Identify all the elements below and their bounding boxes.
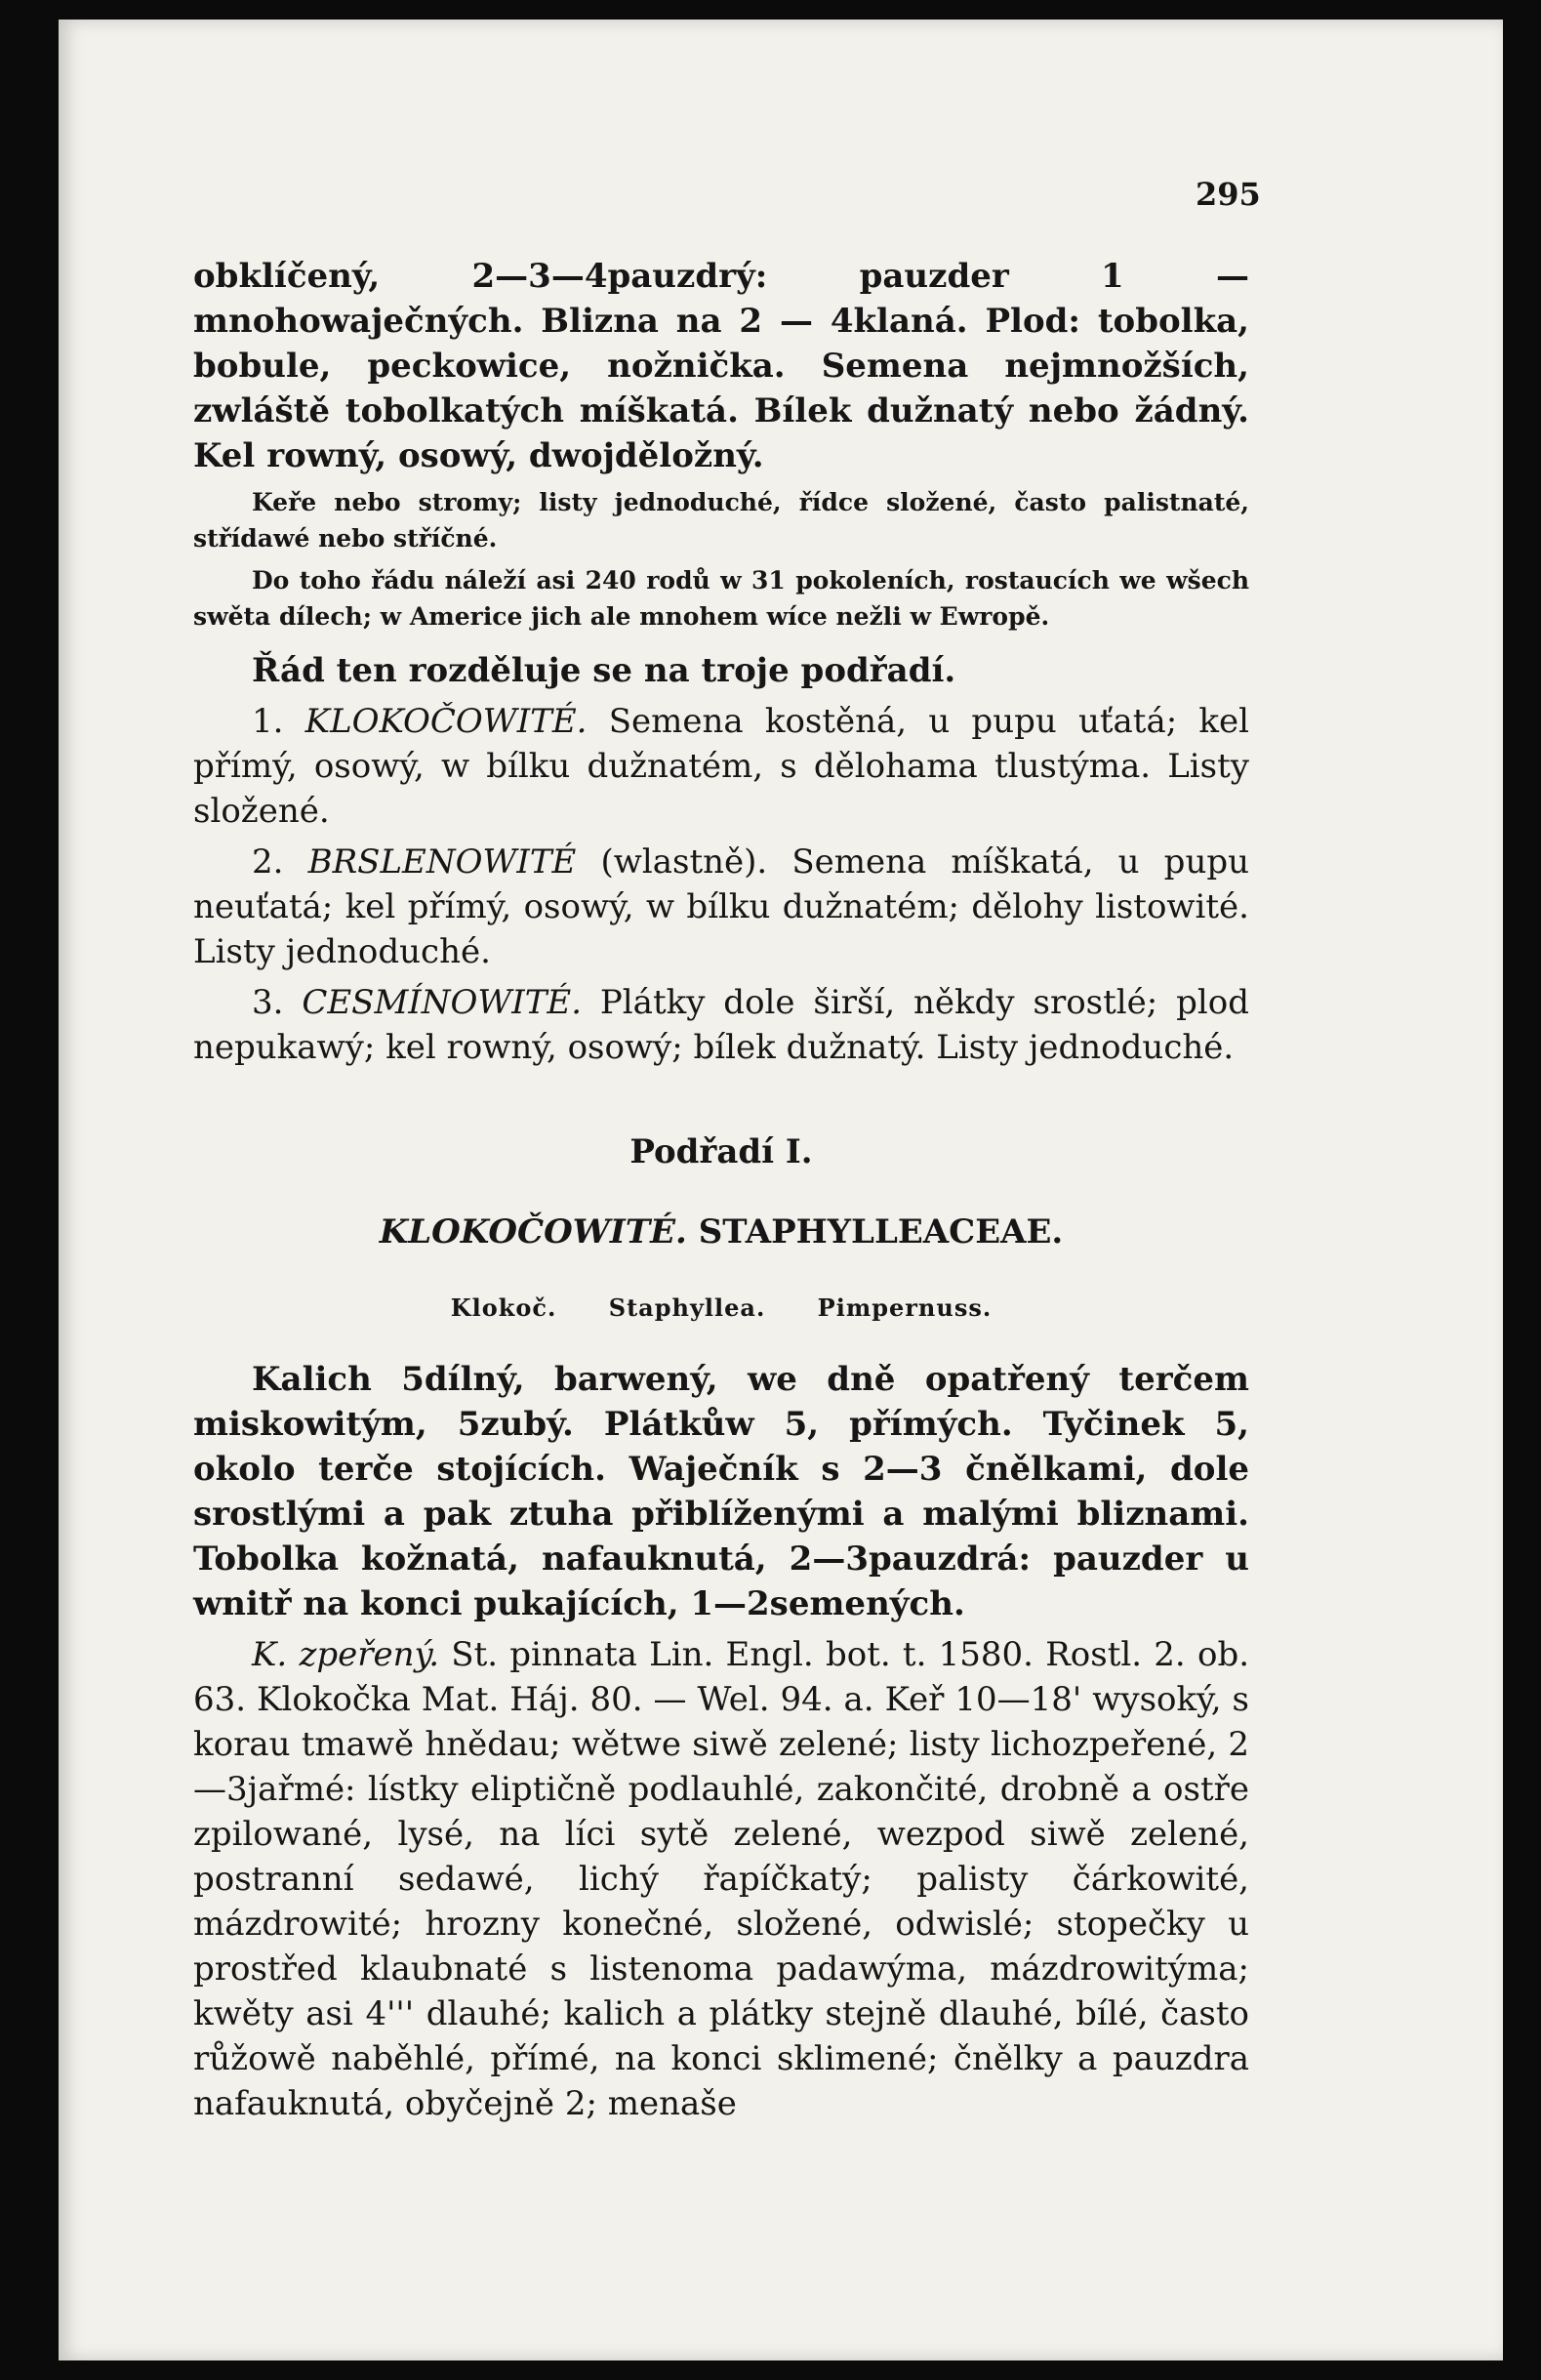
suborder-entry [193,980,1249,1070]
suborder-text: (wlastně). Semena míškatá, u pupu neuťatá; kel přímý, osowý, w bílku dužnatém; dělohy listowité. Listy jednoduché. [193,842,1249,971]
species-references: St. pinnata Lin. Engl. bot. t. 1580. Rostl. 2. ob. 63. Klokočka Mat. Háj. 80. — Wel. 94. a. [193,1635,1250,1719]
family-name-czech: KLOKOČOWITÉ. [379,1212,687,1252]
text-column [193,254,1249,1070]
genus-name-latin: Staphyllea. [608,1293,766,1322]
genus-section [193,1357,1249,2126]
suborder-name: BRSLENOWITÉ [307,842,577,882]
genus-names [193,1293,1249,1322]
lead-paragraph: obklíčený, 2—3—4pauzdrý: pauzder 1 — mnohowaječných. Blizna na 2 — 4klaná. Plod: tobolka, bobule, peckowice, nožnička. Semena nejmnožších, zwláště tobolkatých míškatá. Bílek dužnatý nebo žádný. Kel rowný, osowý, dwojděložný. [193,257,1249,475]
genus-name-german: Pimpernuss. [817,1293,993,1322]
suborder-name: KLOKOČOWITÉ. [304,702,588,741]
family-heading [193,1212,1249,1252]
page-number: 295 [1196,176,1261,213]
species-entry [193,1632,1249,2126]
suborder-text: Plátky dole širší, někdy srostlé; plod nepukawý; kel rowný, osowý; bílek dužnatý. Listy jednoduché. [193,983,1249,1067]
division-intro: Řád ten rozděluje se na troje podřadí. [252,651,956,690]
genus-name-czech: Klokoč. [450,1293,557,1322]
note-paragraph: Keře nebo stromy; listy jednoduché, řídce složené, často palistnaté, střídawé nebo stříčné. [193,488,1249,553]
family-name-latin: STAPHYLLEACEAE. [698,1212,1064,1252]
note-paragraph: Do toho řádu náleží asi 240 rodů w 31 pokoleních, rostaucích we wšech swěta dílech; w Americe jich ale mnohem wíce nežli w Ewropě. [193,566,1249,631]
suborder-number: 3. [252,983,284,1022]
suborder-entry [193,699,1249,834]
suborder-entry [193,840,1249,974]
suborder-number: 1. [252,702,284,741]
species-description: Keř 10—18' wysoký, s korau tmawě hnědau; wětwe siwě zelené; listy lichozpeřené, 2—3jařmé: lístky eliptičně podlauhlé, zakončité, drobně a ostře zpilowané, lysé, na líci sytě zelené, wezpod siwě zelené, postranní sedawé, lichý řapíčkatý; palisty čárkowité, mázdrowité; hrozny konečné, složené, odwislé; stopečky u prostřed klaubnaté s listenoma padawýma, mázdrowitýma; kwěty asi 4''' dlauhé; kalich a plátky stejně dlauhé, bílé, často růžowě naběhlé, přímé, na konci sklimené; čnělky a pauzdra nafauknutá, obyčejně 2; menaše [193,1680,1250,2123]
suborder-text: Semena kostěná, u pupu uťatá; kel přímý, osowý, w bílku dužnatém, s dělohama tlustýma. Listy složené. [193,702,1249,831]
suborder-number: 2. [252,842,284,882]
suborder-name: CESMÍNOWITÉ. [302,983,583,1022]
subheading: Podřadí I. [629,1132,813,1171]
genus-description: Kalich 5dílný, barwený, we dně opatřený terčem miskowitým, 5zubý. Plátkůw 5, přímých. Tyčinek 5, okolo terče stojících. Waječník s 2—3 čnělkami, dole srostlými a pak ztuha přiblíženými a malými bliznami. Tobolka kožnatá, nafauknutá, 2—3pauzdrá: pauzder u wnitř na konci pukajících, 1—2semených. [193,1360,1249,1623]
book-page [59,20,1503,2360]
species-name: K. zpeřený. [252,1635,440,1674]
